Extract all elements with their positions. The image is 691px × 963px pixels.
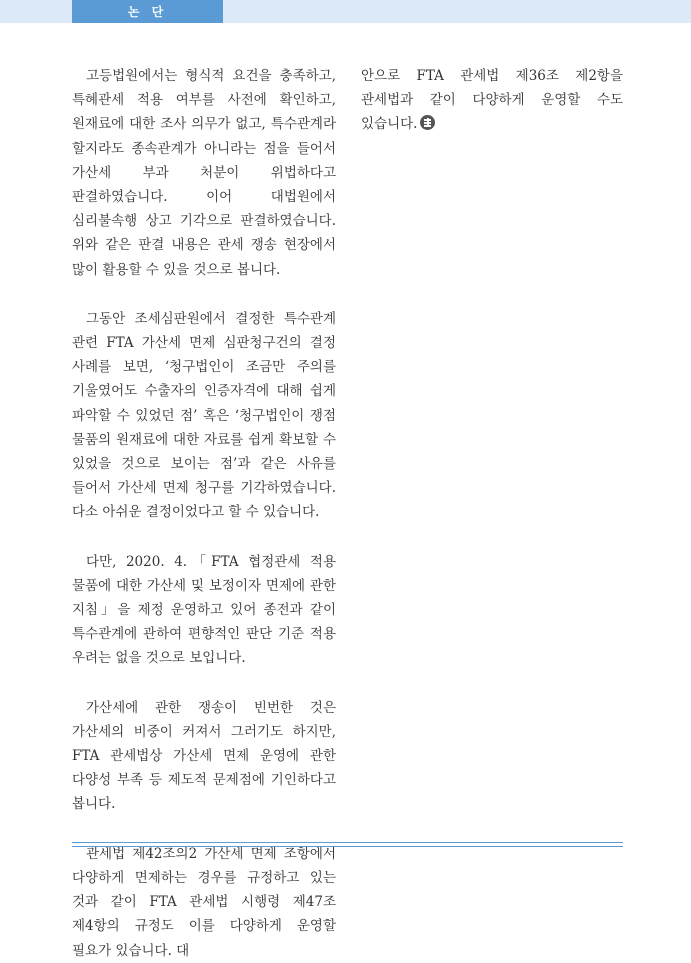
end-of-article-icon (420, 115, 435, 130)
paragraph: 다만, 2020. 4.「FTA 협정관세 적용 물품에 대한 가산세 및 보정이자 면제에 관한 지침」을 제정 운영하고 있어 종전과 같이 특수관계에 관하여 편향적인 판단 기준 적용 우려는 없을 것으로 보입니다. (72, 553, 336, 667)
section-label: 논 단 (72, 0, 223, 23)
paragraph: 고등법원에서는 형식적 요건을 충족하고, 특혜관세 적용 여부를 사전에 확인하고, 원재료에 대한 조사 의무가 없고, 특수관계라 할지라도 종속관계가 아니라는 점을 들어서 가산세 부과 처분이 위법하다고 판결하였습니다. 이어 대법원에서 심리불속행 상고 기각으로 판결하였습니다. 위와 같은 판결 내용은 관세 쟁송 현장에서 많이 활용할 수 있을 것으로 봅니다. (72, 68, 336, 278)
paragraph (361, 64, 623, 137)
paragraph: 가산세에 관한 쟁송이 빈번한 것은 가산세의 비중이 커져서 그러기도 하지만, FTA 관세법상 가산세 면제 운영에 관한 다양성 부족 등 제도적 문제점에 기인하다고 봅니다. (72, 699, 336, 813)
paragraph: 그동안 조세심판원에서 결정한 특수관계 관련 FTA 가산세 면제 심판청구건의 결정 사례를 보면, ‘청구법인이 조금만 주의를 기울였어도 수출자의 인증자격에 대해 쉽게 파악할 수 있었던 점’ 혹은 ‘청구법인이 쟁점 물품의 원재료에 대한 자료를 쉽게 확보할 수 있었을 것으로 보이는 점’과 같은 사유를 들어서 가산세 면제 청구를 기각하였습니다. 다소 아쉬운 결정이었다고 할 수 있습니다. (72, 310, 336, 521)
paragraph: 관세법 제42조의2 가산세 면제 조항에서 다양하게 면제하는 경우를 규정하고 있는 것과 같이 FTA 관세법 시행령 제47조 제4항의 규정도 이를 다양하게 운영할 필요가 있습니다. 대 (72, 845, 336, 959)
paragraph-text: 안으로 FTA 관세법 제36조 제2항을 관세법과 같이 다양하게 운영할 수도 있습니다. (361, 68, 623, 133)
footer-rule (72, 842, 623, 847)
left-column (72, 64, 336, 963)
right-column (361, 64, 623, 137)
